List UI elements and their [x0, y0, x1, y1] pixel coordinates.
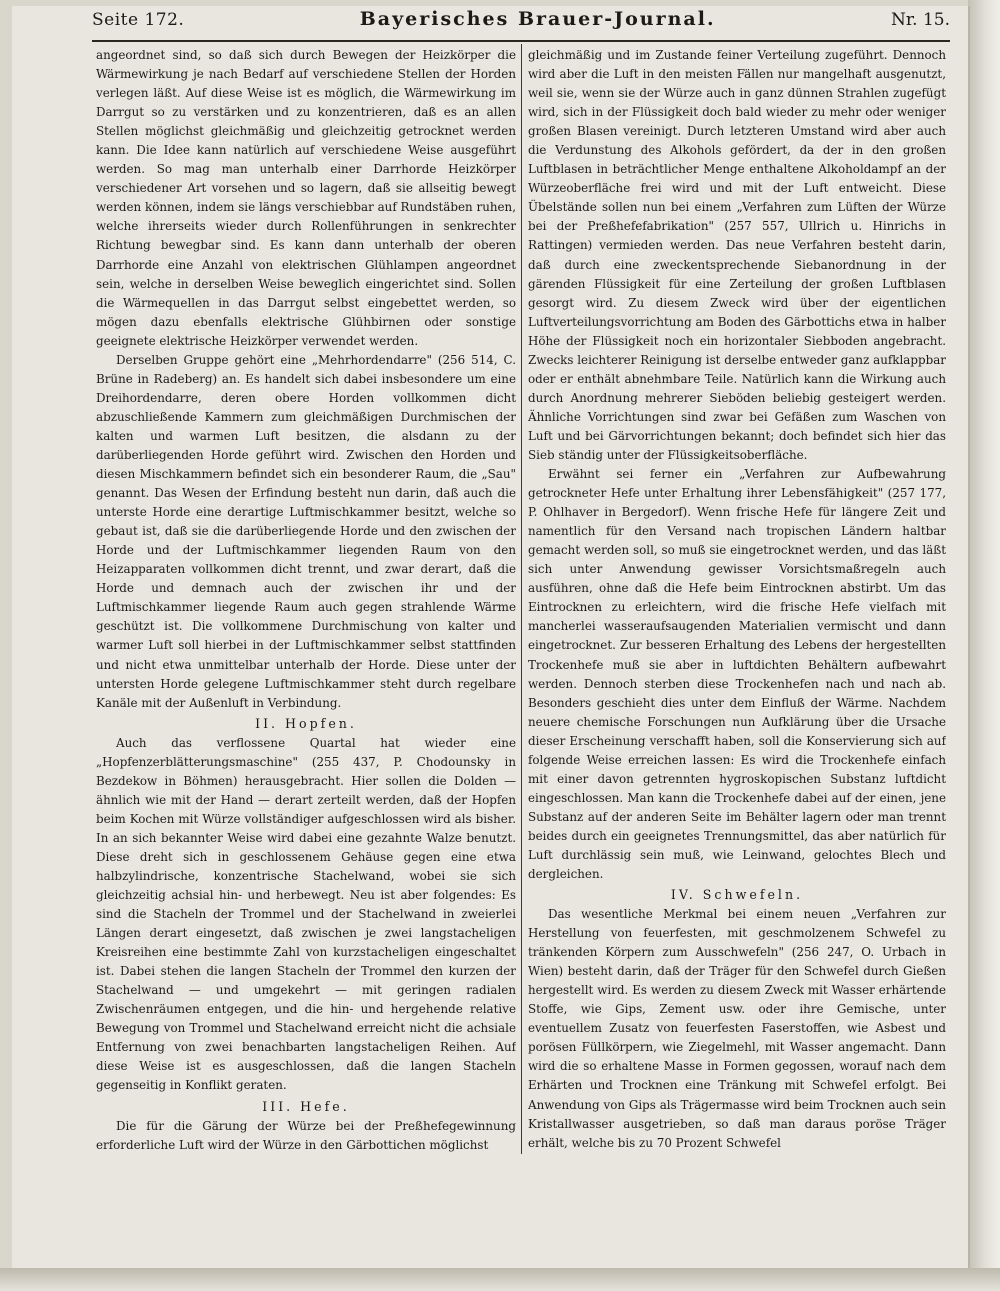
section-heading-schwefeln: IV. Schwefeln.: [670, 887, 804, 903]
page-number: Seite 172.: [92, 10, 185, 30]
issue-number: Nr. 15.: [891, 10, 950, 30]
right-paragraph-1: gleichmäßig und im Zustande feiner Verteilung zugeführt. Dennoch wird aber die Luft in den meisten Fällen nur mangelhaft ausgenutzt, weil sie, wenn sie der Würze auch in ganz dünnen Strahlen zugefügt wird, sich in der Flüssigkeit doch bald wieder zu mehr oder weniger großen Blasen vereinigt. Durch letzteren Umstand wird aber auch die Verdunstung des Alkohols gefördert, da der in den großen Luftblasen in beträchtlicher Menge enthaltene Alkoholdampf an der Würzeoberfläche frei wird und mit der Luft entweicht. Diese Übelstände sollen nun bei einem „Verfahren zum Lüften der Würze bei der Preßhefefabrikation" (257 557, Ullrich u. Hinrichs in Rattingen) vermieden werden. Das neue Verfahren besteht darin, daß durch eine zweckentsprechende Siebanordnung in der gärenden Flüssigkeit für eine Zerteilung der großen Luftblasen gesorgt wird. Zu diesem Zweck wird über der eigentlichen Luftverteilungsvorrichtung am Boden des Gärbottichs etwa in halber Höhe der Flüssigkeit noch ein horizontaler Siebboden angebracht. Zwecks leichterer Reinigung ist derselbe entweder ganz aufklappbar oder er enthält abnehmbare Teile. Natürlich kann die Wirkung auch durch Anordnung mehrerer Sieböden beliebig gesteigert werden. Ähnliche Vorrichtungen sind zwar bei Gefäßen zum Waschen von Luft und bei Gärvorrichtungen bekannt; doch befindet sich hier das Sieb ständig unter der Flüssigkeitsoberfläche.: [528, 48, 946, 462]
right-column: [528, 46, 946, 1246]
left-paragraph-4: Die für die Gärung der Würze bei der Preßhefegewinnung erforderliche Luft wird der Würze in den Gärbottichen möglichst: [96, 1118, 516, 1152]
journal-title: Bayerisches Brauer-Journal.: [359, 8, 716, 30]
section-heading-hopfen: II. Hopfen.: [255, 715, 357, 731]
page-bottom-edge: [0, 1268, 1000, 1291]
right-paragraph-3: Das wesentliche Merkmal bei einem neuen „Verfahren zur Herstellung von feuerfesten, mit geschmolzenem Schwefel zu tränkenden Körpern zum Ausschwefeln" (256 247, O. Urbach in Wien) besteht darin, daß der Träger für den Schwefel durch Gießen hergestellt wird. Es werden zu diesem Zweck mit Wasser erhärtende Stoffe, wie Gips, Zement usw. oder ihre Gemische, unter eventuellem Zusatz von feuerfesten Faserstoffen, wie Asbest und porösen Füllkörpern, wie Ziegelmehl, mit Wasser angemacht. Dann wird die so erhaltene Masse in Formen gegossen, worauf nach dem Erhärten und Trocknen eine Tränkung mit Schwefel erfolgt. Bei Anwendung von Gips als Trägermasse wird beim Trocknen auch sein Kristallwasser ausgetrieben, so daß man daraus poröse Träger erhält, welche bis zu 70 Prozent Schwefel: [528, 907, 946, 1150]
left-paragraph-3: Auch das verflossene Quartal hat wieder eine „Hopfenzerblätterungsmaschine" (255 437, P. Chodounsky in Bezdekow in Böhmen) herausgebracht. Hier sollen die Dolden — ähnlich wie mit der Hand — derart zerteilt werden, daß der Hopfen beim Kochen mit Würze vollständiger aufgeschlossen wird als bisher. In an sich bekannter Weise wird dabei eine gezahnte Walze benutzt. Diese dreht sich in geschlossenem Gehäuse gegen eine etwa halbzylindrische, konzentrische Stachelwand, wobei sie sich gleichzeitig achsial hin- und herbewegt. Neu ist aber folgendes: Es sind die Stacheln der Trommel und der Stachelwand in zweierlei Längen derart eingesetzt, daß zwischen je zwei langstacheligen Kreisreihen eine bestimmte Zahl von kurzstacheligen eingeschaltet ist. Dabei stehen die langen Stacheln der Trommel den kurzen der Stachelwand — und umgekehrt — mit geringen radialen Zwischenräumen entgegen, und die hin- und hergehende relative Bewegung von Trommel und Stachelwand erreicht nicht die achsiale Entfernung von zwei benachbarten langstacheligen Reihen. Auf diese Weise ist es ausgeschlossen, daß die langen Stacheln gegenseitig in Konflikt geraten.: [96, 735, 516, 1093]
column-divider: [521, 44, 522, 1154]
right-paragraph-2: Erwähnt sei ferner ein „Verfahren zur Aufbewahrung getrockneter Hefe unter Erhaltung ihrer Lebensfähigkeit" (257 177, P. Ohlhaver in Bergedorf). Wenn frische Hefe für längere Zeit und namentlich für den Versand nach tropischen Ländern haltbar gemacht werden soll, so muß sie eingetrocknet werden, und das läßt sich unter Anwendung gewisser Vorsichtsmaßregeln auch ausführen, ohne daß die Hefe beim Eintrocknen abstirbt. Um das Eintrocknen zu erleichtern, wird die frische Hefe vielfach mit mancherlei wasseraufsaugenden Materialien vermischt und dann eingetrocknet. Zur besseren Erhaltung des Lebens der hergestellten Trockenhefe muß sie aber in luftdichten Behältern aufbewahrt werden. Dennoch sterben diese Trockenhefen nach und nach ab. Besonders geschieht dies unter dem Einfluß der Wärme. Nachdem neuere chemische Forschungen nun Aufklärung über die Ursache dieser Erscheinung verschafft haben, soll die Konservierung sich auf folgende Weise erreichen lassen: Es wird die Trockenhefe einfach mit einer davon getrennten hygroskopischen Substanz luftdicht eingeschlossen. Man kann die Trockenhefe dabei auf der einen, jene Substanz auf der anderen Seite im Behälter lagern oder man trennt beides durch ein geeignetes Trennungsmittel, das aber natürlich für Luft durchlässig sein muß, wie Leinwand, gelochtes Blech und dergleichen.: [528, 467, 946, 882]
left-paragraph-1: angeordnet sind, so daß sich durch Bewegen der Heizkörper die Wärmewirkung je nach Bedarf auf verschiedene Stellen der Horden verlegen läßt. Auf diese Weise ist es möglich, die Wärmewirkung im Darrgut so zu verstärken und zu konzentrieren, daß es an allen Stellen möglichst gleichmäßig und gleichzeitig getrocknet werden kann. Die Idee kann natürlich auf verschiedene Weise ausgeführt werden. So mag man unterhalb einer Darrhorde Heizkörper verschiedener Art vorsehen und so lagern, daß sie allseitig bewegt werden können, indem sie längs verschiebbar auf Rundstäben ruhen, welche ihrerseits wieder durch Rollenführungen in senkrechter Richtung bewegbar sind. Es kann dann unterhalb der oberen Darrhorde eine Anzahl von elektrischen Glühlampen angeordnet sein, welche in derselben Weise beweglich eingerichtet sind. Sollen die Wärmequellen in das Darrgut selbst eingebettet werden, so mögen dazu ebenfalls elektrische Glühbirnen oder sonstige geeignete elektrische Heizkörper verwendet werden.: [96, 48, 516, 348]
left-column: [96, 46, 516, 1246]
left-paragraph-2: Derselben Gruppe gehört eine „Mehrhordendarre" (256 514, C. Brüne in Radeberg) an. Es handelt sich dabei insbesondere um eine Dreihordendarre, deren obere Horden vollkommen dicht abzuschließende Kammern zum gleichmäßigen Durchmischen der kalten und warmen Luft besitzen, die alsdann zu der darüberliegenden Horde geführt wird. Zwischen den Horden und diesen Mischkammern befindet sich ein besonderer Raum, die „Sau" genannt. Das Wesen der Erfindung besteht nun darin, daß auch die unterste Horde eine derartige Luftmischkammer besitzt, welche so gebaut ist, daß sie die darüberliegende Horde und den zwischen der Horde und der Luftmischkammer liegenden Raum von den Heizapparaten vollkommen dicht trennt, und zwar derart, daß die Horde und demnach auch der zwischen ihr und der Luftmischkammer liegende Raum auch gegen strahlende Wärme geschützt ist. Die vollkommene Durchmischung von kalter und warmer Luft soll hierbei in der Luftmischkammer selbst stattfinden und nicht etwa unmittelbar unterhalb der Horde. Diese unter der untersten Horde gelegene Luftmischkammer steht durch regelbare Kanäle mit der Außenluft in Verbindung.: [96, 352, 516, 710]
section-heading-hefe: III. Hefe.: [262, 1098, 350, 1114]
page-shadow-edge: [968, 0, 1000, 1291]
header-rule: [92, 40, 950, 42]
page-header: [92, 8, 950, 38]
